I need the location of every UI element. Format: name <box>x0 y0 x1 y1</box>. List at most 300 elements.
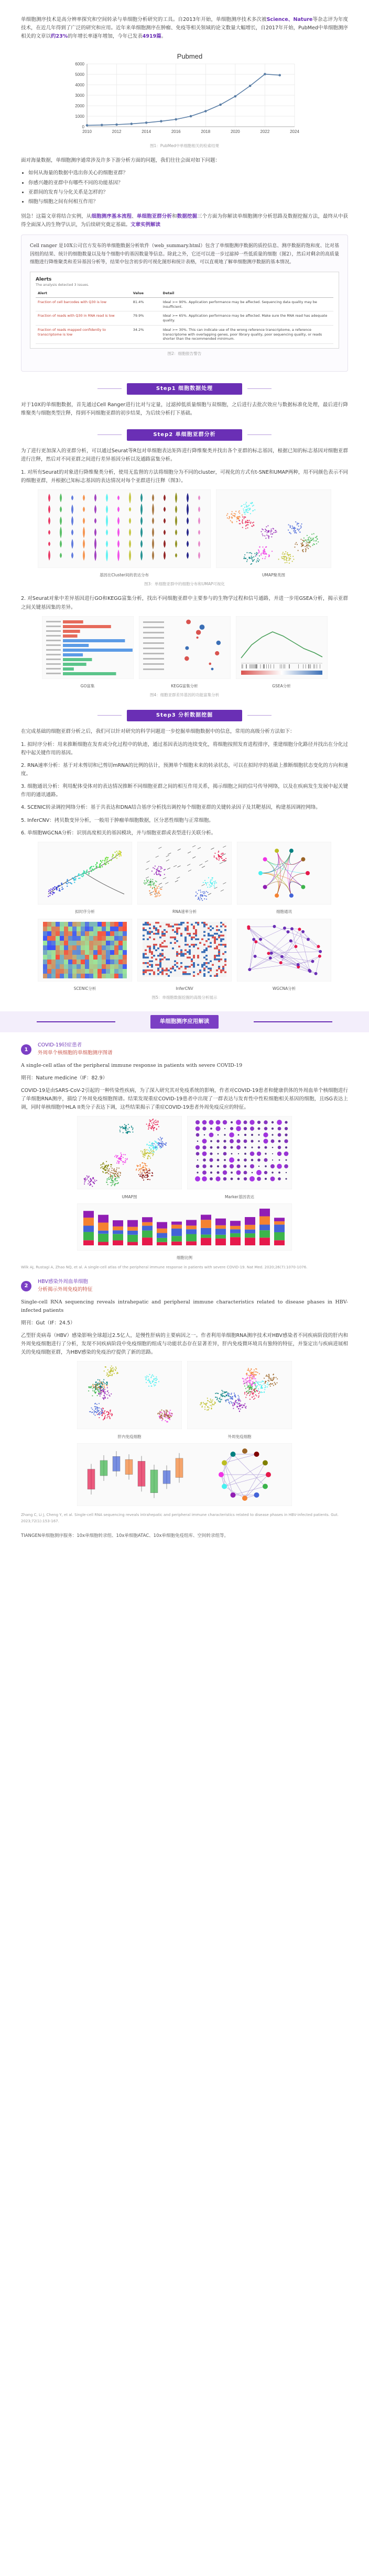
cnv-cell <box>212 955 214 957</box>
cell-point <box>212 1400 213 1401</box>
dotplot-dot <box>238 1153 239 1154</box>
cell-point <box>148 1380 149 1381</box>
cell-point <box>249 1393 251 1395</box>
pseudotime-cell <box>66 883 67 884</box>
cell-point <box>259 551 260 552</box>
network-node <box>254 1492 259 1498</box>
cell-point <box>298 550 299 551</box>
cnv-cell <box>166 955 168 957</box>
cell-point <box>160 1146 161 1147</box>
cell-point <box>215 1397 216 1398</box>
cnv-cell <box>214 944 216 946</box>
cell-point <box>116 1168 117 1169</box>
heatmap-cell <box>97 969 102 974</box>
cnv-cell <box>208 947 210 950</box>
heatmap-cell <box>114 941 118 945</box>
cell-point <box>247 520 248 521</box>
cnv-cell <box>143 947 145 950</box>
cell-point <box>154 1143 155 1144</box>
cell-point <box>153 1149 154 1150</box>
cnv-cell <box>208 925 210 928</box>
cell-point <box>124 1124 125 1125</box>
cell-point <box>205 895 206 896</box>
cnv-cell <box>205 933 208 935</box>
pseudotime-cell <box>58 885 59 886</box>
cnv-cell <box>166 940 168 942</box>
cell-point <box>252 1388 253 1389</box>
cnv-cell <box>155 933 157 935</box>
cnv-cell <box>214 934 216 936</box>
cell-point <box>265 1381 266 1382</box>
cell-point <box>109 1168 110 1169</box>
x-tick-label: 2014 <box>142 129 151 135</box>
cnv-cell <box>189 945 191 947</box>
cell-point <box>155 1145 156 1146</box>
heatmap-cell <box>43 922 47 927</box>
cell-point <box>204 1403 205 1404</box>
cell-point <box>101 1387 102 1388</box>
cell-point <box>269 1376 270 1377</box>
cell-point <box>108 1371 109 1373</box>
cnv-cell <box>191 936 193 939</box>
cell-point <box>111 1415 112 1417</box>
heatmap-cell <box>77 964 81 969</box>
cell-point <box>251 1387 252 1388</box>
cnv-cell <box>197 933 199 935</box>
dotplot-dot <box>244 1121 247 1124</box>
cnv-cell <box>193 949 195 951</box>
dotplot-dot <box>249 1176 255 1181</box>
cnv-cell <box>149 967 151 969</box>
cell-point <box>245 557 246 559</box>
cnv-cell <box>159 949 161 951</box>
cnv-cell <box>180 971 182 973</box>
pseudotime-cell <box>86 869 88 871</box>
cell-point <box>104 1370 105 1371</box>
cell-point <box>232 515 233 516</box>
dotplot-dot <box>197 1172 198 1174</box>
cell-point <box>140 1171 141 1172</box>
heatmap-cell <box>51 964 56 969</box>
cell-point <box>96 1412 97 1413</box>
cnv-cell <box>222 942 224 944</box>
cell-point <box>146 1382 147 1383</box>
dotplot-dot <box>203 1159 206 1162</box>
cnv-cell <box>193 951 195 953</box>
cnv-cell <box>178 973 180 975</box>
cnv-cell <box>166 949 168 951</box>
cell-point <box>229 1403 230 1404</box>
cell-point <box>152 1173 153 1174</box>
heatmap-cell <box>106 922 110 927</box>
heatmap-cell <box>68 969 72 974</box>
heatmap-cell <box>43 945 47 950</box>
cell-point <box>275 530 276 531</box>
pseudotime-cell <box>104 860 105 861</box>
heatmap-cell <box>93 927 97 931</box>
network-node <box>230 1452 235 1457</box>
cnv-cell <box>184 949 187 951</box>
cnv-cell <box>151 947 153 950</box>
cell-point <box>167 1410 168 1411</box>
cell-point <box>286 560 287 561</box>
cnv-cell <box>143 953 145 955</box>
cell-point <box>147 1173 148 1174</box>
cnv-cell <box>210 971 212 973</box>
cell-point <box>302 542 303 543</box>
go-bar <box>63 620 83 623</box>
cell-point <box>153 1379 154 1380</box>
cnv-cell <box>159 944 161 946</box>
cell-point <box>159 1417 160 1418</box>
go-term-label <box>46 673 61 674</box>
cnv-cell <box>174 944 176 946</box>
pseudotime-cell <box>116 857 117 858</box>
cnv-cell <box>143 929 145 931</box>
cnv-cell <box>218 960 220 962</box>
cnv-cell <box>197 955 199 957</box>
cell-point <box>118 1176 120 1177</box>
cell-point <box>99 1390 100 1391</box>
cell-point <box>111 1375 112 1376</box>
cell-point <box>246 1384 247 1385</box>
cnv-cell <box>166 933 168 935</box>
heatmap-cell <box>89 960 93 964</box>
cnv-cell <box>193 925 195 928</box>
cell-point <box>246 525 247 526</box>
pseudotime-cell <box>118 853 119 854</box>
cnv-cell <box>182 938 184 940</box>
heatmap-cell <box>47 960 51 964</box>
network-node <box>263 1484 268 1489</box>
cell-point <box>254 1388 255 1389</box>
heatmap-cell <box>110 945 114 950</box>
cell-point <box>145 1378 146 1379</box>
cnv-cell <box>205 969 208 972</box>
cnv-cell <box>191 942 193 944</box>
cnv-cell <box>197 929 199 931</box>
cnv-cell <box>199 955 201 957</box>
go-bar <box>63 663 86 666</box>
cell-point <box>259 555 260 556</box>
cnv-cell <box>168 949 170 951</box>
heatmap-cell <box>97 955 102 960</box>
cnv-cell <box>220 951 222 953</box>
cell-point <box>315 537 316 538</box>
cell-point <box>155 1120 156 1121</box>
cell-point <box>121 1156 122 1157</box>
cell-point <box>105 1166 106 1167</box>
cnv-cell <box>222 962 224 964</box>
gene-node <box>252 938 255 941</box>
cnv-cell <box>176 947 178 950</box>
cnv-cell <box>172 945 174 947</box>
cell-point <box>247 1386 248 1387</box>
heatmap-cell <box>56 941 60 945</box>
heatmap-cell <box>97 931 102 936</box>
cell-point <box>210 879 211 880</box>
heatmap-cell <box>89 931 93 936</box>
cell-point <box>291 528 292 529</box>
cell-point <box>214 886 215 887</box>
cell-point <box>232 511 233 512</box>
cell-point <box>154 883 155 884</box>
trajectory-figure <box>38 842 132 905</box>
cnv-cell <box>174 956 176 958</box>
cnv-cell <box>187 936 189 939</box>
cell-point <box>154 1384 155 1385</box>
cnv-cell <box>143 956 145 958</box>
cell-point <box>237 1402 238 1403</box>
cnv-cell <box>170 945 172 947</box>
cnv-cell <box>147 960 149 962</box>
cnv-cell <box>155 944 157 946</box>
proportion-bar-segment <box>142 1231 153 1238</box>
cnv-cell <box>182 925 184 928</box>
cnv-cell <box>197 966 199 968</box>
cnv-cell <box>147 973 149 975</box>
cell-point <box>161 1147 162 1148</box>
heatmap-cell <box>89 927 93 931</box>
cnv-cell <box>222 969 224 972</box>
heatmap-cell <box>89 969 93 974</box>
cnv-cell <box>203 951 205 953</box>
cnv-cell <box>199 962 201 964</box>
cell-point <box>241 505 242 506</box>
heatmap-cell <box>56 945 60 950</box>
boxplot-box <box>113 1456 120 1471</box>
cnv-cell <box>174 942 176 944</box>
cell-point <box>243 1384 244 1385</box>
cnv-cell <box>143 925 145 928</box>
dotplot-dot <box>210 1153 212 1155</box>
cell-point <box>165 1145 166 1146</box>
cnv-cell <box>195 955 197 957</box>
cell-point <box>111 1183 112 1184</box>
cnv-cell <box>203 947 205 950</box>
cnv-cell <box>201 944 203 946</box>
dotplot-dot <box>224 1134 225 1136</box>
heatmap-cell <box>123 974 127 978</box>
cell-point <box>254 1391 255 1392</box>
heatmap-cell <box>106 964 110 969</box>
cnv-cell <box>159 929 161 931</box>
cnv-cell <box>212 944 214 946</box>
cell-point <box>100 1396 101 1397</box>
proportion-bar-segment <box>245 1217 255 1225</box>
pseudotime-cell <box>54 886 55 887</box>
dotplot-dot <box>272 1121 274 1123</box>
cnv-cell <box>166 962 168 964</box>
cell-point <box>246 1395 247 1396</box>
cell-point <box>112 1176 113 1177</box>
cell-point <box>114 1156 115 1157</box>
data-point <box>219 104 222 106</box>
cell-point <box>247 1385 248 1386</box>
cnv-cell <box>149 945 151 947</box>
cnv-cell <box>212 975 214 977</box>
cell-point <box>160 1143 161 1144</box>
heatmap-cell <box>102 941 106 945</box>
cnv-cell <box>222 955 224 957</box>
cnv-cell <box>208 931 210 933</box>
cnv-cell <box>210 929 212 931</box>
cell-point <box>275 1384 276 1385</box>
cell-point <box>165 1417 166 1418</box>
network-node <box>263 1460 268 1466</box>
cell-point <box>246 561 247 562</box>
kegg-term-label <box>143 653 164 654</box>
cnv-cell <box>157 960 159 962</box>
cell-point <box>272 533 273 534</box>
dotplot-dot <box>272 1128 274 1130</box>
cell-point <box>240 523 241 524</box>
heatmap-cell <box>85 936 89 941</box>
cell-point <box>114 1373 115 1374</box>
footer-text: TIANGEN单细胞测序服务：10x单细胞转录组、10x单细胞ATAC、10x单细胞免疫组库、空间转录组等。 <box>21 1533 229 1539</box>
cell-point <box>286 558 287 559</box>
cell-point <box>159 1411 160 1412</box>
scenic-figure <box>38 919 132 982</box>
cnv-cell <box>191 922 193 924</box>
cell-point <box>148 1128 149 1129</box>
cell-point <box>255 1395 256 1396</box>
cnv-cell <box>205 955 208 957</box>
cnv-cell <box>189 936 191 939</box>
cell-point <box>294 528 295 529</box>
cnv-cell <box>180 936 182 939</box>
cnv-cell <box>218 934 220 936</box>
cell-point <box>147 1153 148 1154</box>
cell-point <box>107 1171 108 1172</box>
cell-point <box>115 1179 116 1180</box>
cell-point <box>249 1387 250 1388</box>
cnv-cell <box>220 960 222 962</box>
dotplot-dot <box>210 1165 213 1168</box>
cnv-cell <box>203 960 205 962</box>
cell-point <box>262 528 263 529</box>
case1-proportion-figure <box>77 1203 292 1251</box>
cnv-cell <box>182 953 184 955</box>
cnv-cell <box>214 929 216 931</box>
proportion-bar-segment <box>113 1234 123 1241</box>
cell-point <box>253 556 254 557</box>
cell-point <box>290 556 291 557</box>
cnv-cell <box>216 940 218 942</box>
cell-point <box>112 1184 113 1185</box>
cell-point <box>249 1371 250 1372</box>
cnv-cell <box>184 942 187 944</box>
cell-point <box>106 1373 107 1374</box>
cnv-cell <box>203 969 205 972</box>
cnv-cell <box>170 964 172 966</box>
dotplot-dot <box>258 1146 261 1149</box>
cell-point <box>146 1153 147 1154</box>
cell-point <box>310 546 311 547</box>
cell-point <box>236 1402 237 1403</box>
cell-point <box>148 1379 149 1380</box>
cnv-cell <box>178 951 180 953</box>
cnv-cell <box>201 931 203 933</box>
cell-point <box>161 1415 162 1416</box>
go-term-label <box>46 621 61 622</box>
cnv-cell <box>168 971 170 973</box>
heatmap-cell <box>110 941 114 945</box>
cnv-cell <box>212 931 214 933</box>
pseudotime-cell <box>68 882 69 883</box>
cell-point <box>249 1384 250 1385</box>
cnv-cell <box>149 929 151 931</box>
cnv-cell <box>210 945 212 947</box>
x-tick-label: 2024 <box>290 129 299 135</box>
cell-point <box>93 1385 94 1386</box>
cnv-cell <box>210 955 212 957</box>
cell-point <box>114 1171 115 1172</box>
pseudotime-cell <box>71 883 72 884</box>
cnv-cell <box>157 933 159 935</box>
dotplot-dot <box>202 1165 206 1168</box>
cell-point <box>92 1412 93 1413</box>
dotplot-dot <box>264 1171 267 1174</box>
cnv-cell <box>151 934 153 936</box>
cell-point <box>144 884 145 885</box>
cnv-cell <box>149 942 151 944</box>
dotplot-dot <box>285 1127 288 1130</box>
cell-point <box>125 1127 126 1128</box>
cell-point <box>249 1380 251 1381</box>
cnv-cell <box>203 929 205 931</box>
cell-point <box>106 1375 107 1376</box>
cell-point <box>251 1391 252 1392</box>
cell-point <box>154 868 155 869</box>
cell-point <box>201 1403 202 1404</box>
cell-point <box>150 1377 151 1378</box>
cell-point <box>144 1157 145 1158</box>
cell-point <box>84 1180 85 1181</box>
cnv-cell <box>170 936 172 939</box>
cnv-cell <box>195 922 197 924</box>
cnv-cell <box>216 953 218 955</box>
cnv-cell <box>193 962 195 964</box>
heatmap-cell <box>81 927 85 931</box>
cnv-cell <box>191 969 193 972</box>
cnv-cell <box>178 960 180 962</box>
dotplot-dot <box>264 1158 267 1162</box>
dotplot-dot <box>195 1176 200 1181</box>
cnv-cell <box>161 966 164 968</box>
cnv-cell <box>159 925 161 928</box>
cnv-cell <box>182 964 184 966</box>
cnv-cell <box>164 949 166 951</box>
cell-point <box>209 1401 210 1402</box>
cell-point <box>146 882 147 883</box>
cnv-cell <box>210 973 212 975</box>
cell-point <box>210 1405 211 1406</box>
cnv-cell <box>157 940 159 942</box>
cnv-cell <box>210 923 212 925</box>
cell-point <box>123 1132 124 1133</box>
cnv-cell <box>201 975 203 977</box>
dotplot-dot <box>263 1133 268 1138</box>
heatmap-cell <box>97 964 102 969</box>
cnv-cell <box>208 956 210 958</box>
cnv-cell <box>164 962 166 964</box>
cnv-cell <box>174 962 176 964</box>
cell-point <box>119 1158 120 1159</box>
cell-point <box>253 1374 254 1375</box>
cell-point <box>169 1417 170 1418</box>
cnv-cell <box>161 922 164 924</box>
